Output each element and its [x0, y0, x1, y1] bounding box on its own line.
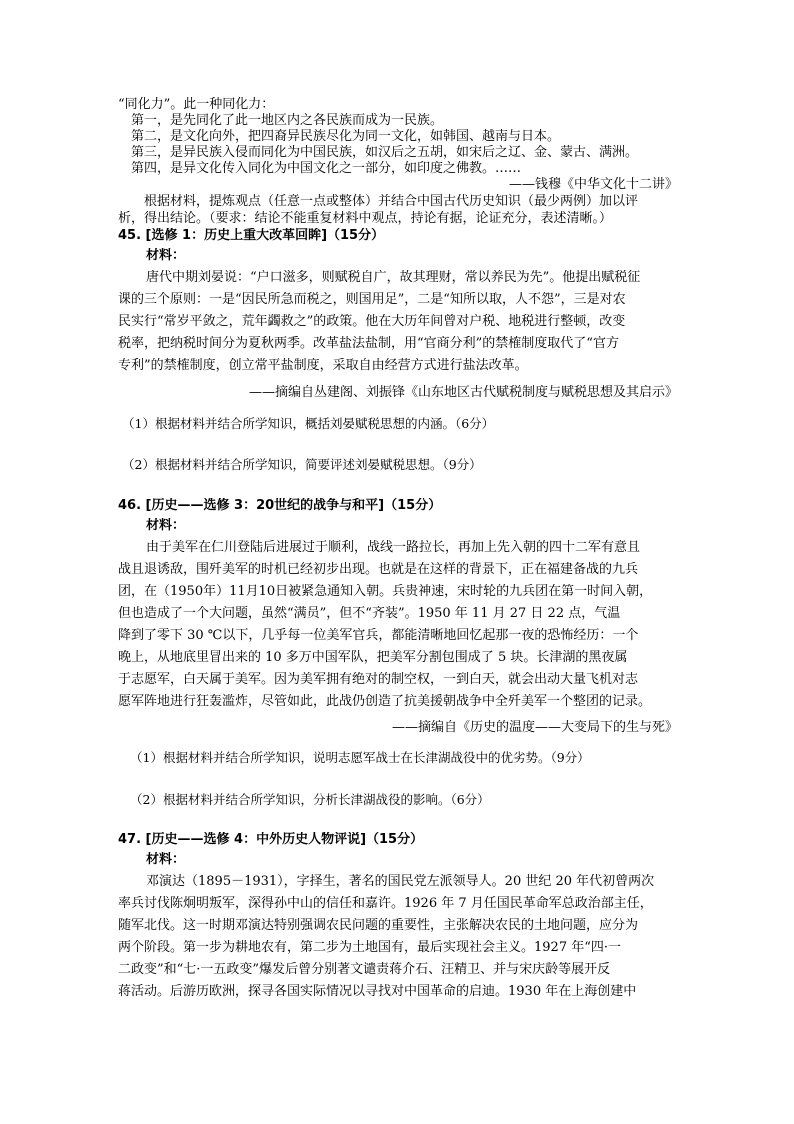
q47-paragraph-line: 二政变”和“七·一五政变”爆发后曾分别著文谴责蒋介石、汪精卫、并与宋庆龄等展开反 — [118, 962, 611, 977]
q46-paragraph-line: 战且退诱敌，围歼美军的时机已经初步出现。也就是在这样的背景下，正在福建备战的九兵 — [118, 562, 639, 577]
q47-paragraph-line: 邓演达（1895－1931），字择生，著名的国民党左派领导人。20 世纪 20 年代初曾两次 — [146, 874, 655, 889]
q46-paragraph-line: 由于美军在仁川登陆后进展过于顺利，战线一路拉长，再加上先入朝的四十二军有意且 — [146, 540, 641, 555]
q45-paragraph-line: 专利”的禁榷制度，创立常平盐制度，采取自由经营方式进行盐法改革。 — [118, 358, 528, 373]
q46-paragraph-line: 团，在（1950年）11月10日被紧急通知入朝。兵贵神速，宋时轮的九兵团在第一时间入朝， — [118, 584, 653, 599]
intro-instruction: 析，得出结论。（要求：结论不能重复材料中观点，持论有据，论证充分，表述清晰。） — [118, 211, 613, 226]
q47-paragraph-line: 两个阶段。第一步为耕地农有，第二步为土地国有，最后实现社会主义。1927 年“四·一 — [118, 940, 621, 955]
q46-paragraph-line: 于志愿军，白天属于美军。因为美军拥有绝对的制空权，一到白天，就会出动大量飞机对志 — [118, 672, 639, 687]
intro-instruction: 根据材料，提炼观点（任意一点或整体）并结合中国古代历史知识（最少两例）加以评 — [118, 194, 639, 209]
q46-material-label: 材料： — [146, 518, 186, 533]
q45-paragraph-line: 民实行“常岁平敛之，荒年蠲救之”的政策。他在大历年间曾对户税、地税进行整顿，改变 — [118, 314, 626, 329]
q46-heading: 46. [历史——选修 3：20世纪的战争与和平]（15分） — [118, 498, 442, 513]
q45-question-2: （2）根据材料并结合所学知识，简要评述刘晏赋税思想。（9分） — [122, 457, 482, 472]
q46-question-2: （2）根据材料并结合所学知识，分析长津湖战役的影响。（6分） — [130, 792, 490, 807]
intro-line: 第四，是异文化传入同化为中国文化之一部分，如印度之佛教。…… — [118, 161, 522, 176]
q45-question-1: （1）根据材料并结合所学知识，概括刘晏赋税思想的内涵。（6分） — [122, 416, 495, 431]
q46-source: ——摘编自《历史的温度——大变局下的生与死》 — [391, 720, 678, 735]
intro-source: ——钱穆《中华文化十二讲》 — [508, 177, 678, 192]
q45-material-label: 材料： — [146, 248, 186, 263]
q46-paragraph-line: 愿军阵地进行狂轰滥炸，尽管如此，此战仍创造了抗美援朝战争中全歼美军一个整团的记录。 — [118, 694, 652, 709]
q46-question-1: （1）根据材料并结合所学知识，说明志愿军战士在长津湖战役中的优劣势。（9分） — [130, 750, 590, 765]
intro-line: 第二，是文化向外，把四裔异民族尽化为同一文化，如韩国、越南与日本。 — [118, 129, 561, 144]
q46-paragraph-line: 晚上，从地底里冒出来的 10 多万中国军队，把美军分割包围成了 5 块。长津湖的黑夜属 — [118, 650, 628, 665]
q47-material-label: 材料： — [146, 852, 186, 867]
q45-heading: 45. [选修 1：历史上重大改革回眸]（15分） — [118, 228, 385, 243]
q47-heading: 47. [历史——选修 4：中外历史人物评说]（15分） — [118, 832, 424, 847]
q45-source: ——摘编自丛建阁、刘振锋《山东地区古代赋税制度与赋税思想及其启示》 — [248, 385, 678, 400]
q46-paragraph-line: 降到了零下 30 ℃以下，几乎每一位美军官兵，都能清晰地回忆起那一夜的恐怖经历：一个 — [118, 628, 639, 643]
intro-line: 第一，是先同化了此一地区内之各民族而成为一民族。 — [118, 113, 444, 128]
intro-line: “同化力”。此一种同化力： — [118, 97, 275, 112]
q45-paragraph-line: 课的三个原则：一是“因民所急而税之，则国用足”，二是“知所以取，人不怨”，三是对农 — [118, 292, 626, 307]
q47-paragraph-line: 随军北伐。这一时期邓演达特别强调农民问题的重要性，主张解决农民的土地问题，应分为 — [118, 918, 639, 933]
q47-paragraph-line: 蒋活动。后游历欧洲，探寻各国实际情况以寻找对中国革命的启迪。1930 年在上海创建中 — [118, 984, 637, 999]
intro-line: 第三，是异民族入侵而同化为中国民族，如汉后之五胡，如宋后之辽、金、蒙古、满洲。 — [118, 145, 639, 160]
q47-paragraph-line: 率兵讨伐陈炯明叛军，深得孙中山的信任和嘉许。1926 年 7 月任国民革命军总政治部主任， — [118, 896, 653, 911]
q45-paragraph-line: 税率，把纳税时间分为夏秋两季。改革盐法盐制，用“官商分利”的禁榷制度取代了“官方 — [118, 336, 619, 351]
q45-paragraph-line: 唐代中期刘晏说：“户口滋多，则赋税自广，故其理财，常以养民为先”。他提出赋税征 — [146, 270, 641, 285]
q46-paragraph-line: 但也造成了一个大问题，虽然“满员”，但不“齐装”。1950 年 11 月 27 日 22 点，气温 — [118, 606, 621, 621]
